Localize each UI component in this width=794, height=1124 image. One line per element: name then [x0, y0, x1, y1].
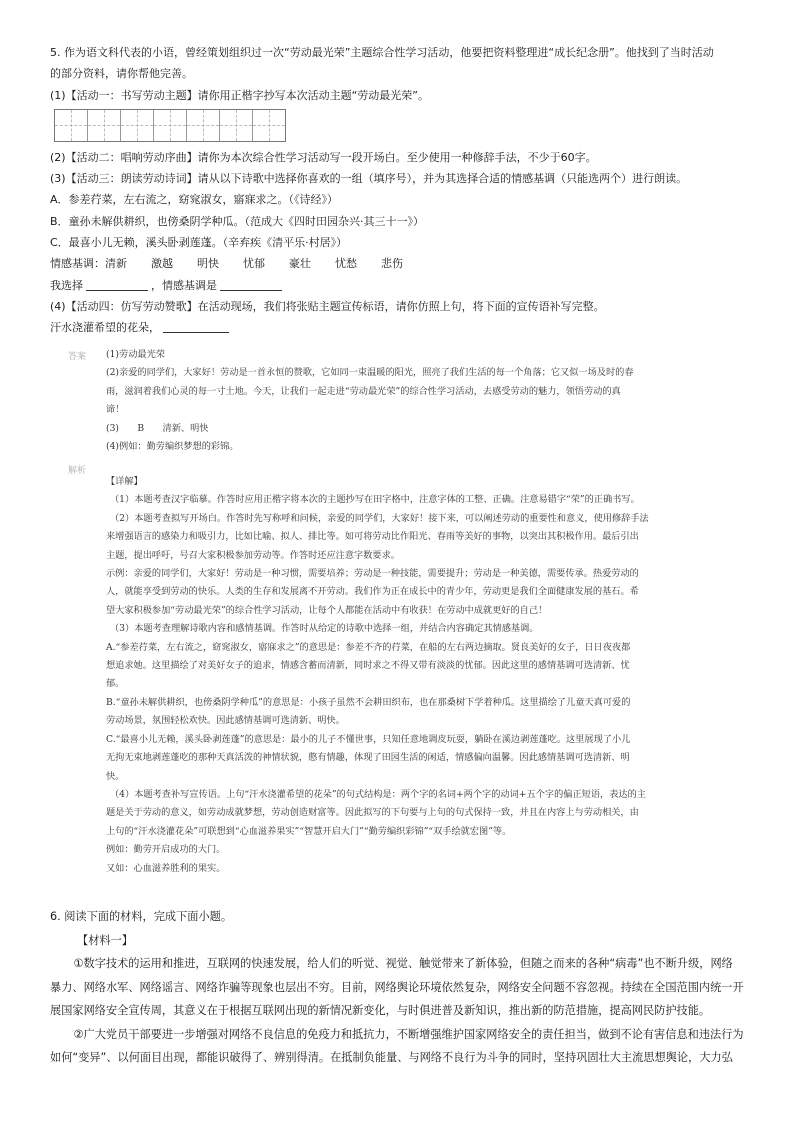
analysis-line: B.“童孙未解供耕织，也傍桑阴学种瓜”的意思是：小孩子虽然不会耕田织布，也在那桑树下学着种瓜。这里描绘了儿童天真可爱的: [106, 696, 631, 708]
q5-title-line-2: 的部分资料，请你帮他完善。: [50, 67, 193, 81]
answer-line: 谛！: [106, 404, 125, 416]
slogan-text: 汗水浇灌希望的花朵，: [50, 321, 160, 335]
answer-label: 答案: [68, 352, 87, 362]
mood-blank[interactable]: [220, 278, 282, 291]
q6-title: 6. 阅读下面的材料，完成下面小题。: [50, 910, 233, 923]
material-paragraph-2: ②广大党员干部要进一步增强对网络不良信息的免疫力和抵抗力，不断增强维护国家网络安全的责任担当，做到不论有害信息和违法行为: [73, 1027, 744, 1041]
analysis-line: 例如：勤劳开启成功的大门。: [106, 844, 226, 856]
q5-option-c: C．最喜小儿无赖，溪头卧剥莲蓬。（辛弃疾《清平乐·村居》）: [50, 236, 348, 250]
q5-option-a: A．参差荇菜，左右流之，窈窕淑女，寤寐求之。（《诗经》）: [50, 193, 339, 207]
material-paragraph-1: ①数字技术的运用和推进，互联网的快速发展，给人们的听觉、视觉、触觉带来了新体验，但随之而来的各种“病毒”也不断升级，网络: [73, 957, 733, 970]
material-paragraph-2-line: 如何“变异”、以何面目出现，都能识破得了、辨别得清。在抵制负能量、与网络不良行为斗争的同时，坚持巩固壮大主流思想舆论，大力弘: [50, 1051, 733, 1064]
mood-blank-label: ，情感基调是: [151, 278, 217, 292]
analysis-line: 上句的“汗水浇灌花朵”可联想到“心血滋养果实”“智慧开启大门”“勤劳编织彩锦”“双手绘就宏图”等。: [106, 825, 512, 837]
material-heading: 【材料一】: [77, 933, 133, 947]
analysis-line: 又如：心血滋养胜利的果实。: [106, 862, 226, 874]
q5-activity-3: (3)【活动三：朗读劳动诗词】请从以下诗歌中选择你喜欢的一组（填序号），并为其选择合适的情感基调（只能选两个）进行朗读。: [50, 172, 688, 186]
mood-option: 明快: [197, 257, 219, 271]
analysis-body: [106, 473, 756, 878]
slogan-blank[interactable]: [163, 320, 229, 333]
q5-activity-4: (4)【活动四：仿写劳动赞歌】在活动现场，我们将张贴主题宣传标语，请你仿照上句，将下面的宣传语补写完整。: [50, 299, 605, 313]
analysis-line: 无拘无束地剥莲蓬吃的那种天真活泼的神情状貌，憨有情趣，体现了田园生活的闲适，情感偏向温馨。因此感情基调可选清新、明: [106, 752, 630, 764]
material-paragraph-1-line: 暴力、网络水军、网络谣言、网络诈骗等现象也层出不穷。目前，网络舆论环境依然复杂，网络安全问题不容忽视。持续在全国范围内统一开: [50, 980, 744, 994]
answer-line: (3) B 清新、明快: [106, 422, 209, 434]
analysis-line: A.“参差荇菜，左右流之，窈窕淑女，寤寐求之”的意思是：参差不齐的荇菜，在船的左右两边摘取。贤良美好的女子，日日夜夜都: [106, 641, 631, 653]
analysis-line: 【详解】: [106, 476, 143, 487]
answer-line: (1)劳动最光荣: [106, 349, 165, 360]
analysis-line: 题是关于劳动的意义，如劳动成就梦想，劳动创造财富等。因此拟写的下句要与上句的句式保持一致，并且在内容上与劳动相关，由: [106, 807, 639, 819]
analysis-line: （1）本题考查汉字临摹。作答时应用正楷字将本次的主题抄写在田字格中，注意字体的工整、正确。注意易错字“荣”的正确书写。: [110, 494, 640, 506]
answer-line: (2)亲爱的同学们，大家好！劳动是一首永恒的赞歌，它如同一束温暖的阳光，照亮了我们生活的每一个角落；它又似一场及时的春: [106, 367, 634, 379]
analysis-line: 来增强语言的感染力和吸引力，比如比喻、拟人、排比等。如可将劳动比作阳光、春雨等美好的事物，以突出其积极作用。最后引出: [106, 531, 639, 543]
analysis-line: （4）本题考查补写宣传语。上句“汗水浇灌希望的花朵”的句式结构是：两个字的名词+两个字的动词+五个字的偏正短语，表达的主: [110, 788, 646, 800]
question-5: [50, 42, 750, 339]
analysis-line: （2）本题考查拟写开场白。作答时先写称呼和问候，亲爱的同学们，大家好！接下来，可以阐述劳动的重要性和意义，使用修辞手法: [110, 512, 649, 524]
mood-option: 豪壮: [289, 257, 311, 271]
mood-option: 悲伤: [381, 257, 403, 271]
grid-cell: [220, 110, 253, 141]
mood-option: 忧郁: [243, 257, 265, 271]
answer-line: (4)例如：勤劳编织梦想的彩锦。: [106, 441, 239, 453]
grid-cell: [154, 110, 187, 141]
q5-activity-2: (2)【活动二：唱响劳动序曲】请你为本次综合性学习活动写一段开场白。至少使用一种修辞手法，不少于60字。: [50, 150, 597, 164]
grid-cell: [88, 110, 121, 141]
analysis-line: 想追求她。这里描绘了对美好女子的追求，情感含蓄而清新，同时求之不得又带有淡淡的忧郁。因此这里的感情基调可选清新、忧: [106, 660, 630, 672]
q5-option-b: B．童孙未解供耕织，也傍桑阴学种瓜。（范成大《四时田园杂兴·其三十一》）: [50, 214, 425, 228]
grid-cell: [187, 110, 220, 141]
grid-cell: [121, 110, 154, 141]
q5-activity-1: (1)【活动一：书写劳动主题】请你用正楷字抄写本次活动主题“劳动最光荣”。: [50, 88, 429, 102]
analysis-line: 劳动场景，氛围轻松欢快。因此感情基调可选清新、明快。: [106, 715, 345, 727]
choice-blank[interactable]: [86, 278, 148, 291]
answer-line: 雨，滋润着我们心灵的每一寸土地。今天，让我们一起走进“劳动最光荣”的综合性学习活动，去感受劳动的魅力，领悟劳动的真: [106, 385, 621, 397]
grid-cell: [253, 110, 285, 141]
tian-zi-grid[interactable]: [54, 109, 286, 142]
analysis-line: （3）本题考查理解诗歌内容和感情基调。作答时从给定的诗歌中选择一组，并结合内容确定其情感基调。: [110, 623, 539, 635]
question-6: [50, 905, 764, 1070]
analysis-line: 人，就能享受到劳动的快乐。人类的生存和发展离不开劳动。我们作为正在成长中的青少年，劳动更是我们全面健康发展的基石。希: [106, 586, 639, 598]
mood-label: 情感基调：: [50, 257, 105, 271]
mood-option: 清新: [105, 257, 127, 271]
analysis-line: 快。: [106, 770, 125, 782]
material-paragraph-1-line: 展国家网络安全宣传周，其意义在于根据互联网出现的新情况新变化，与时俱进普及新知识，推出新的防范措施，提高网民防护技能。: [50, 1004, 711, 1017]
choice-line: [50, 275, 750, 296]
mood-options: [50, 253, 750, 274]
mood-option: 忧愁: [335, 257, 357, 271]
answer-body: [106, 346, 756, 456]
analysis-line: 示例：亲爱的同学们，大家好！劳动是一种习惯，需要培养；劳动是一种技能，需要提升；劳动是一种美德，需要传承。热爱劳动的: [106, 568, 639, 580]
mood-option: 激越: [151, 257, 173, 271]
analysis-line: 主题，提出呼吁，号召大家积极参加劳动等。作答时还应注意字数要求。: [106, 549, 400, 561]
slogan-line: [50, 317, 750, 338]
analysis-line: 望大家积极参加“劳动最光荣”的综合性学习活动，让每个人都能在活动中有收获！在劳动中成就更好的自己！: [106, 604, 548, 616]
analysis-line: 郁。: [106, 678, 125, 690]
analysis-label: 解析: [68, 466, 87, 476]
grid-cell: [55, 110, 88, 141]
q5-title-line-1: 5. 作为语文科代表的小语，曾经策划组织过一次“劳动最光荣”主题综合性学习活动，他要把资料整理进“成长纪念册”。他找到了当时活动: [50, 46, 714, 59]
choice-label: 我选择: [50, 278, 83, 292]
analysis-line: C.“最喜小儿无赖，溪头卧剥莲蓬”的意思是：最小的儿子不懂世事，只知任意地调皮玩耍，躺卧在溪边剥莲蓬吃。这里展现了小儿: [106, 733, 631, 745]
